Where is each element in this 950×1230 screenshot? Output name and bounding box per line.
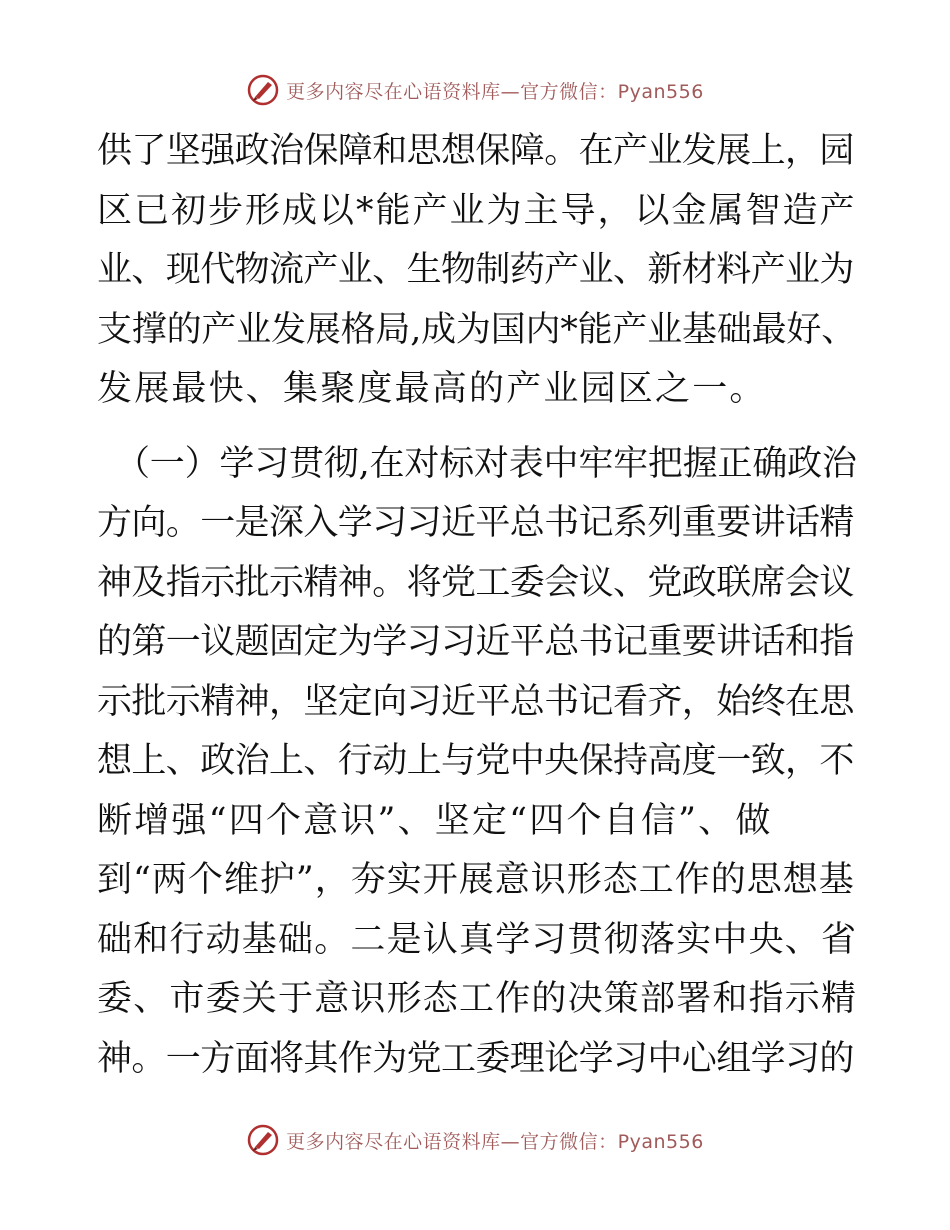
paragraph xyxy=(97,435,857,1090)
text-line: 业、现代物流产业、生物制药产业、新材料产业为 xyxy=(97,250,854,290)
text-line: 础和行动基础。二是认真学习贯彻落实中央、省 xyxy=(97,919,858,960)
text-line: 方向。一是深入学习习近平总书记系列重要讲话精 xyxy=(97,503,854,543)
watermark-text: 更多内容尽在心语资料库—官方微信：Pyan556 xyxy=(286,80,704,103)
header-watermark xyxy=(0,70,950,110)
pen-logo-icon xyxy=(246,1123,280,1157)
text-line: 断增强“四个意识”、坚定“四个自信”、做 xyxy=(97,800,773,841)
watermark-text: 更多内容尽在心语资料库—官方微信：Pyan556 xyxy=(286,1130,704,1153)
text-line: 支撑的产业发展格局,成为国内*能产业基础最好、 xyxy=(97,309,857,350)
text-line: 委、市委关于意识形态工作的决策部署和指示精 xyxy=(97,979,858,1019)
section-heading-line: （一）学习贯彻,在对标对表中牢牢把握正确政治 xyxy=(115,443,857,484)
text-line: 区已初步形成以*能产业为主导，以金属智造产 xyxy=(97,190,857,231)
text-line: 想上、政治上、行动上与党中央保持高度一致，不 xyxy=(97,741,854,781)
text-line: 神。一方面将其作为党工委理论学习中心组学习的 xyxy=(97,1038,854,1079)
document-body xyxy=(97,122,857,1089)
text-line: 的第一议题固定为学习习近平总书记重要讲话和指 xyxy=(97,622,854,662)
text-line: 发展最快、集聚度最高的产业园区之一。 xyxy=(97,369,767,409)
footer-watermark xyxy=(0,1120,950,1160)
text-line: 到“两个维护”，夯实开展意识形态工作的思想基 xyxy=(97,860,855,900)
text-line: 供了坚强政治保障和思想保障。在产业发展上，园 xyxy=(97,131,854,171)
paragraph xyxy=(97,122,857,420)
text-line: 神及指示批示精神。将党工委会议、党政联席会议 xyxy=(97,562,854,603)
text-line: 示批示精神，坚定向习近平总书记看齐，始终在思 xyxy=(97,681,854,722)
pen-logo-icon xyxy=(246,73,280,107)
